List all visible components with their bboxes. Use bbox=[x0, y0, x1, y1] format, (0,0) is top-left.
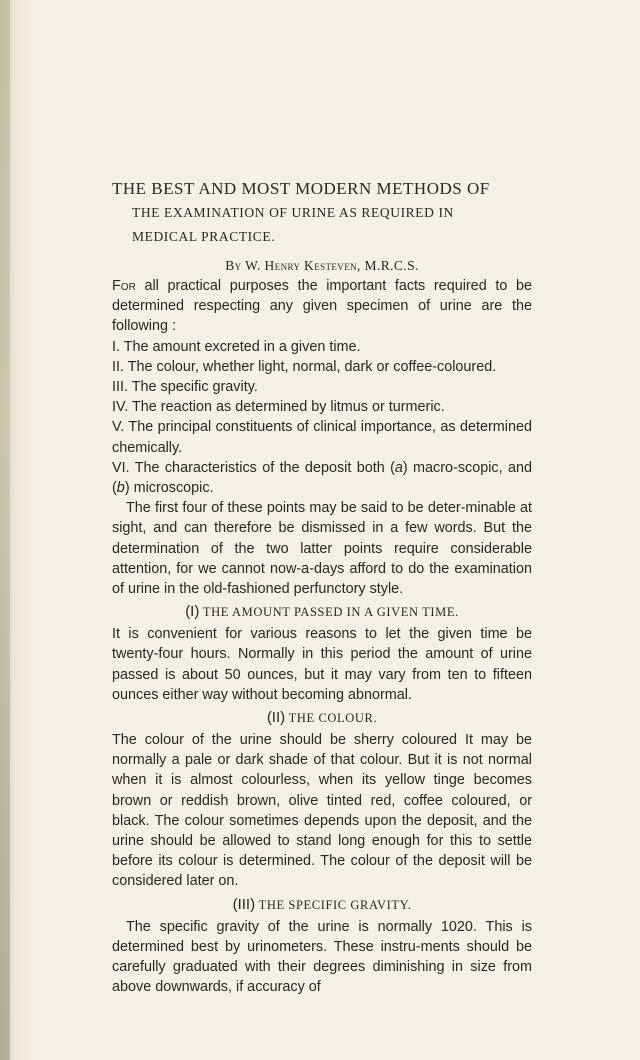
list-item: IV. The reaction as determined by litmus or turmeric. bbox=[112, 399, 445, 416]
item6-part-b: ) macro-scopic, and ( bbox=[112, 459, 532, 497]
intro-lead: For bbox=[112, 278, 136, 294]
item6-letter-a: a bbox=[394, 459, 403, 476]
list-item: II. The colour, whether light, normal, dark or coffee-coloured. bbox=[112, 358, 497, 375]
section-body-3: The specific gravity of the urine is normally 1020. This is determined best by urinometers. These instru-ments should be carefully graduated with their degrees diminishing in size from above downwards, if accuracy of bbox=[112, 918, 532, 996]
title-line-1: THE BEST AND MOST MODERN METHODS OF bbox=[112, 179, 490, 198]
section-title: THE COLOUR. bbox=[288, 711, 378, 726]
document-body bbox=[112, 178, 532, 998]
list-item: V. The principal constituents of clinical importance, as determined chemically. bbox=[112, 419, 532, 456]
list-item: III. The specific gravity. bbox=[112, 379, 258, 396]
binding-edge bbox=[0, 0, 10, 1060]
section-number: (II) bbox=[266, 709, 286, 727]
summary-paragraph: The first four of these points may be said to be deter-minable at sight, and can therefore be dismissed in a few words. But the determination of the two latter points require considerable attention, for we cannot now-a-days afford to do the examination of urine in the old-fashioned perfunctory style. bbox=[112, 500, 532, 598]
section-heading-3 bbox=[112, 894, 532, 916]
list-item bbox=[112, 458, 532, 498]
title-line-3: MEDICAL PRACTICE. bbox=[132, 229, 276, 244]
section-body-2: The colour of the urine should be sherry coloured It may be normally a pale or dark shade of that colour. But it is not normal when it is almost colourless, when its yellow tinge becomes brown or reddish brown, olive tinted red, coffee coloured, or black. The colour sometimes depends upon the deposit, and the urine should be allowed to stand long enough for this to settle before its colour is determined. The colour of the deposit will be considered later on. bbox=[112, 732, 532, 890]
item6-part-c: ) microscopic. bbox=[124, 480, 214, 497]
intro-paragraph bbox=[112, 276, 532, 337]
section-title: THE SPECIFIC GRAVITY. bbox=[258, 897, 412, 912]
list-item: I. The amount excreted in a given time. bbox=[112, 338, 361, 355]
item6-letter-b: b bbox=[116, 480, 125, 497]
section-title: THE AMOUNT PASSED IN A GIVEN TIME. bbox=[202, 605, 459, 620]
section-body-1: It is convenient for various reasons to let the given time be twenty-four hours. Normally in this period the amount of urine passed is about 50 ounces, but it may vary from ten to fifteen ounces either way without becoming abnormal. bbox=[112, 626, 532, 703]
section-heading-1 bbox=[112, 601, 532, 623]
intro-text: all practical purposes the important facts required to be determined respecting any given specimen of urine are the following : bbox=[112, 278, 532, 335]
item6-part-a: VI. The characteristics of the deposit both ( bbox=[112, 459, 395, 476]
author-byline: By W. Henry Kesteven, M.R.C.S. bbox=[225, 258, 419, 273]
title-line-2: THE EXAMINATION OF URINE AS REQUIRED IN bbox=[132, 205, 454, 220]
section-number: (I) bbox=[185, 603, 200, 621]
section-number: (III) bbox=[232, 895, 256, 913]
section-heading-2 bbox=[112, 707, 532, 729]
